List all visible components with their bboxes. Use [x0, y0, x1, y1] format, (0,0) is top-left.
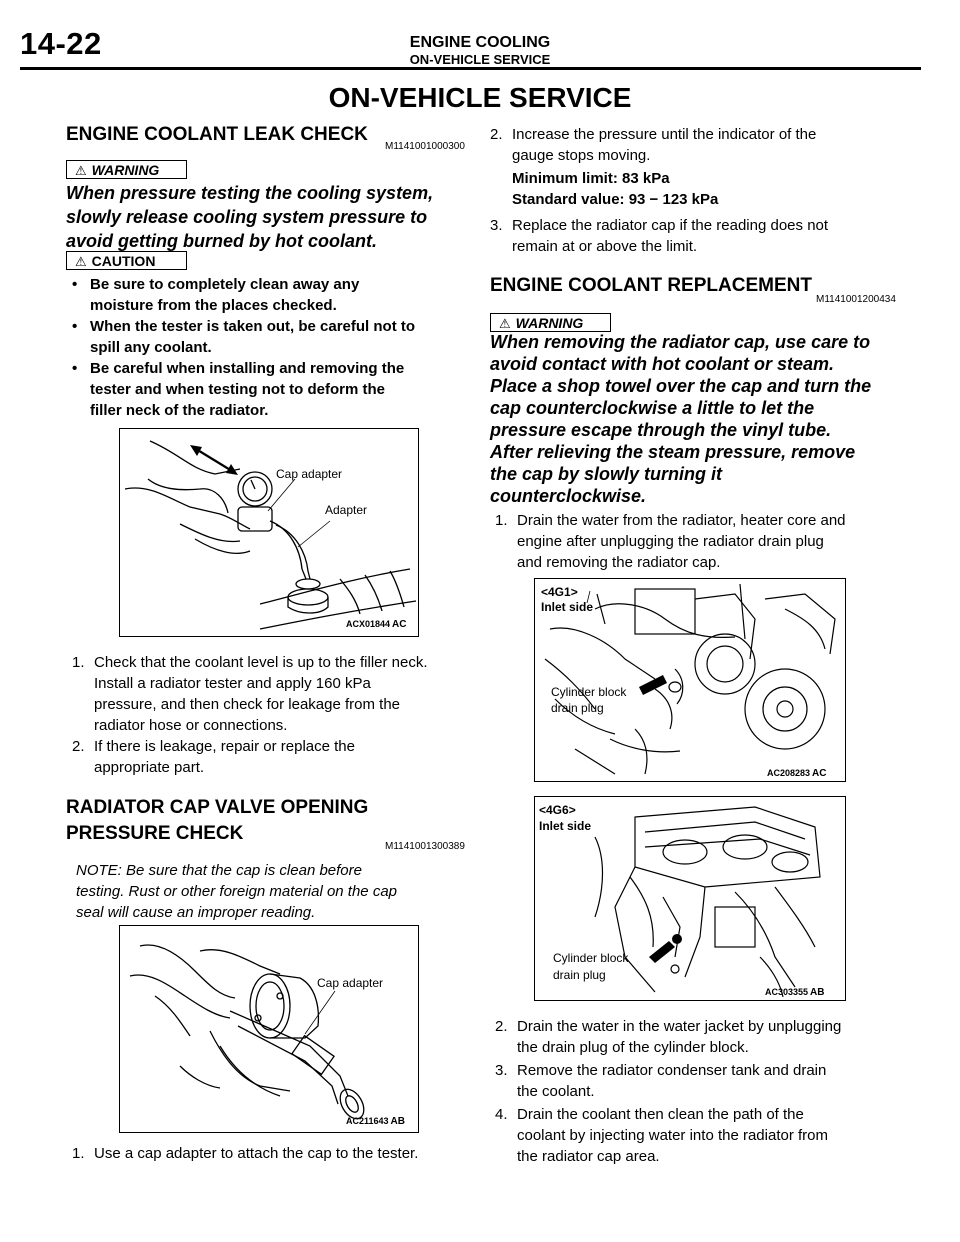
figure-code-number: ACX01844 [346, 619, 391, 629]
engine-side: Inlet side [539, 819, 592, 833]
step-line: Check that the coolant level is up to the filler neck. [94, 654, 428, 671]
label-adapter: Adapter [325, 503, 368, 517]
warning-line: the cap by slowly turning it [490, 464, 723, 484]
step-line: coolant by injecting water into the radiator from [517, 1127, 828, 1144]
step-line: and removing the radiator cap. [517, 554, 721, 571]
figure-code [346, 619, 406, 630]
warning-line: When pressure testing the cooling system, [66, 183, 434, 203]
step-line: remain at or above the limit. [512, 238, 698, 255]
replacement-heading: ENGINE COOLANT REPLACEMENT [490, 275, 812, 296]
figure-code-suffix: AC [812, 768, 827, 779]
replacement-step [495, 1104, 915, 1167]
cap-check-heading [66, 795, 368, 847]
figure-4g1-engine [534, 578, 846, 782]
figure-code-suffix: AC [392, 619, 407, 630]
label-line: drain plug [551, 701, 604, 715]
label-drain-plug [553, 950, 628, 984]
leak-check-code: M1141001000300 [385, 141, 465, 152]
caution-triangle-icon: ⚠ [75, 254, 87, 269]
cap-adapter-illustration [120, 926, 418, 1132]
figure-code-number: AC303355 [765, 987, 809, 997]
step-number: 1. [72, 1145, 85, 1162]
label-line: Cylinder block [553, 951, 629, 965]
warning-line: avoid getting burned by hot coolant. [66, 231, 377, 251]
heading-line: RADIATOR CAP VALVE OPENING [66, 797, 369, 818]
caution-badge [66, 251, 187, 270]
step-line: Drain the water in the water jacket by unplugging [517, 1018, 842, 1035]
caution-item [72, 358, 472, 421]
label-cap-adapter: Cap adapter [276, 467, 343, 481]
step-line: Remove the radiator condenser tank and drain [517, 1062, 827, 1079]
replacement-step [495, 510, 915, 573]
limit-values [512, 168, 718, 210]
label-line: Cylinder block [551, 685, 627, 699]
page-title: ON-VEHICLE SERVICE [328, 82, 632, 113]
step-line: Drain the water from the radiator, heater core and [517, 512, 846, 529]
note-line: seal will cause an improper reading. [76, 904, 316, 921]
warning-line: avoid contact with hot coolant or steam. [490, 354, 835, 374]
heading-line: PRESSURE CHECK [66, 823, 244, 844]
leak-step [72, 652, 472, 736]
warning-line: pressure escape through the vinyl tube. [490, 420, 832, 440]
caution-label: CAUTION [91, 253, 156, 269]
step-number: 2. [495, 1018, 508, 1035]
minimum-limit: Minimum limit: 83 kPa [512, 170, 670, 187]
label-cap-adapter: Cap adapter [317, 976, 384, 990]
bullet-icon: • [72, 276, 78, 293]
caution-line: moisture from the places checked. [90, 297, 337, 314]
step-line: radiator hose or connections. [94, 717, 288, 734]
engine-label [541, 585, 593, 615]
bullet-icon: • [72, 318, 78, 335]
warning-line: counterclockwise. [490, 486, 647, 506]
warning-label: WARNING [515, 315, 584, 331]
step-number: 1. [72, 654, 85, 671]
cap-check-note [76, 860, 476, 923]
warning-triangle-icon: ⚠ [75, 163, 87, 178]
figure-code-number: AC208283 [767, 768, 811, 778]
leak-warning-text [66, 181, 466, 253]
cap-step [72, 1143, 472, 1164]
warning-label: WARNING [91, 162, 160, 178]
page-number: 14-22 [20, 26, 102, 61]
step-line: If there is leakage, repair or replace the [94, 738, 355, 755]
caution-line: Be careful when installing and removing the [90, 360, 405, 377]
label-drain-plug [551, 684, 626, 716]
engine-side: Inlet side [541, 600, 594, 614]
figure-radiator-tester [119, 428, 419, 637]
replacement-step [495, 1016, 915, 1058]
step-line: the coolant. [517, 1083, 595, 1100]
step-line: engine after unplugging the radiator drain plug [517, 533, 824, 550]
step-line: Increase the pressure until the indicator of the [512, 126, 817, 143]
warning-triangle-icon: ⚠ [499, 316, 511, 331]
leak-step [72, 736, 472, 778]
caution-item [72, 316, 472, 358]
step-line: Drain the coolant then clean the path of the [517, 1106, 804, 1123]
warning-line: Place a shop towel over the cap and turn the [490, 376, 872, 396]
step-number: 3. [495, 1062, 508, 1079]
step-line: Replace the radiator cap if the reading does not [512, 217, 829, 234]
engine-label [539, 802, 591, 834]
replacement-step [495, 1060, 915, 1102]
warning-badge [490, 313, 611, 332]
step-number: 3. [490, 217, 503, 234]
note-line: NOTE: Be sure that the cap is clean before [76, 862, 362, 879]
step-line: the drain plug of the cylinder block. [517, 1039, 749, 1056]
cap-step [490, 124, 910, 166]
subsection-title: ON-VEHICLE SERVICE [409, 52, 551, 67]
replacement-warning-text [490, 331, 915, 507]
cap-check-code: M1141001300389 [385, 841, 465, 852]
step-line: Use a cap adapter to attach the cap to the tester. [94, 1145, 419, 1162]
warning-line: After relieving the steam pressure, remove [490, 442, 856, 462]
radiator-tester-illustration [120, 429, 418, 636]
step-line: gauge stops moving. [512, 147, 651, 164]
step-line: Install a radiator tester and apply 160 kPa [94, 675, 371, 692]
warning-line: slowly release cooling system pressure to [66, 207, 428, 227]
step-number: 2. [490, 126, 503, 143]
figure-code [346, 1116, 405, 1127]
standard-value: Standard value: 93 − 123 kPa [512, 191, 719, 208]
figure-code-suffix: AB [810, 987, 825, 998]
label-line: drain plug [553, 968, 606, 982]
step-line: the radiator cap area. [517, 1148, 660, 1165]
step-line: appropriate part. [94, 759, 205, 776]
caution-line: Be sure to completely clean away any [90, 276, 360, 293]
caution-line: tester and when testing not to deform the [90, 381, 386, 398]
figure-code-number: AC211643 [346, 1116, 389, 1126]
caution-line: When the tester is taken out, be careful not to [90, 318, 416, 335]
engine-code: <4G1> [541, 585, 578, 599]
figure-4g6-engine [534, 796, 846, 1001]
engine-code: <4G6> [539, 803, 576, 817]
section-title: ENGINE COOLING [409, 34, 551, 51]
replacement-code: M1141001200434 [816, 294, 896, 305]
cap-step [490, 215, 910, 257]
leak-check-heading: ENGINE COOLANT LEAK CHECK [66, 124, 368, 145]
caution-item [72, 274, 472, 316]
caution-line: spill any coolant. [90, 339, 212, 356]
figure-code-suffix: AB [390, 1116, 405, 1127]
bullet-icon: • [72, 360, 78, 377]
warning-line: When removing the radiator cap, use care to [490, 332, 871, 352]
step-line: pressure, and then check for leakage from the [94, 696, 401, 713]
figure-code [767, 768, 826, 779]
step-number: 4. [495, 1106, 508, 1123]
warning-badge [66, 160, 187, 179]
caution-line: filler neck of the radiator. [90, 402, 269, 419]
figure-code [765, 987, 824, 998]
header-rule [20, 67, 921, 70]
step-number: 2. [72, 738, 85, 755]
figure-cap-adapter [119, 925, 419, 1133]
warning-line: cap counterclockwise a little to let the [490, 398, 815, 418]
note-line: testing. Rust or other foreign material on the cap [76, 883, 398, 900]
step-number: 1. [495, 512, 508, 529]
